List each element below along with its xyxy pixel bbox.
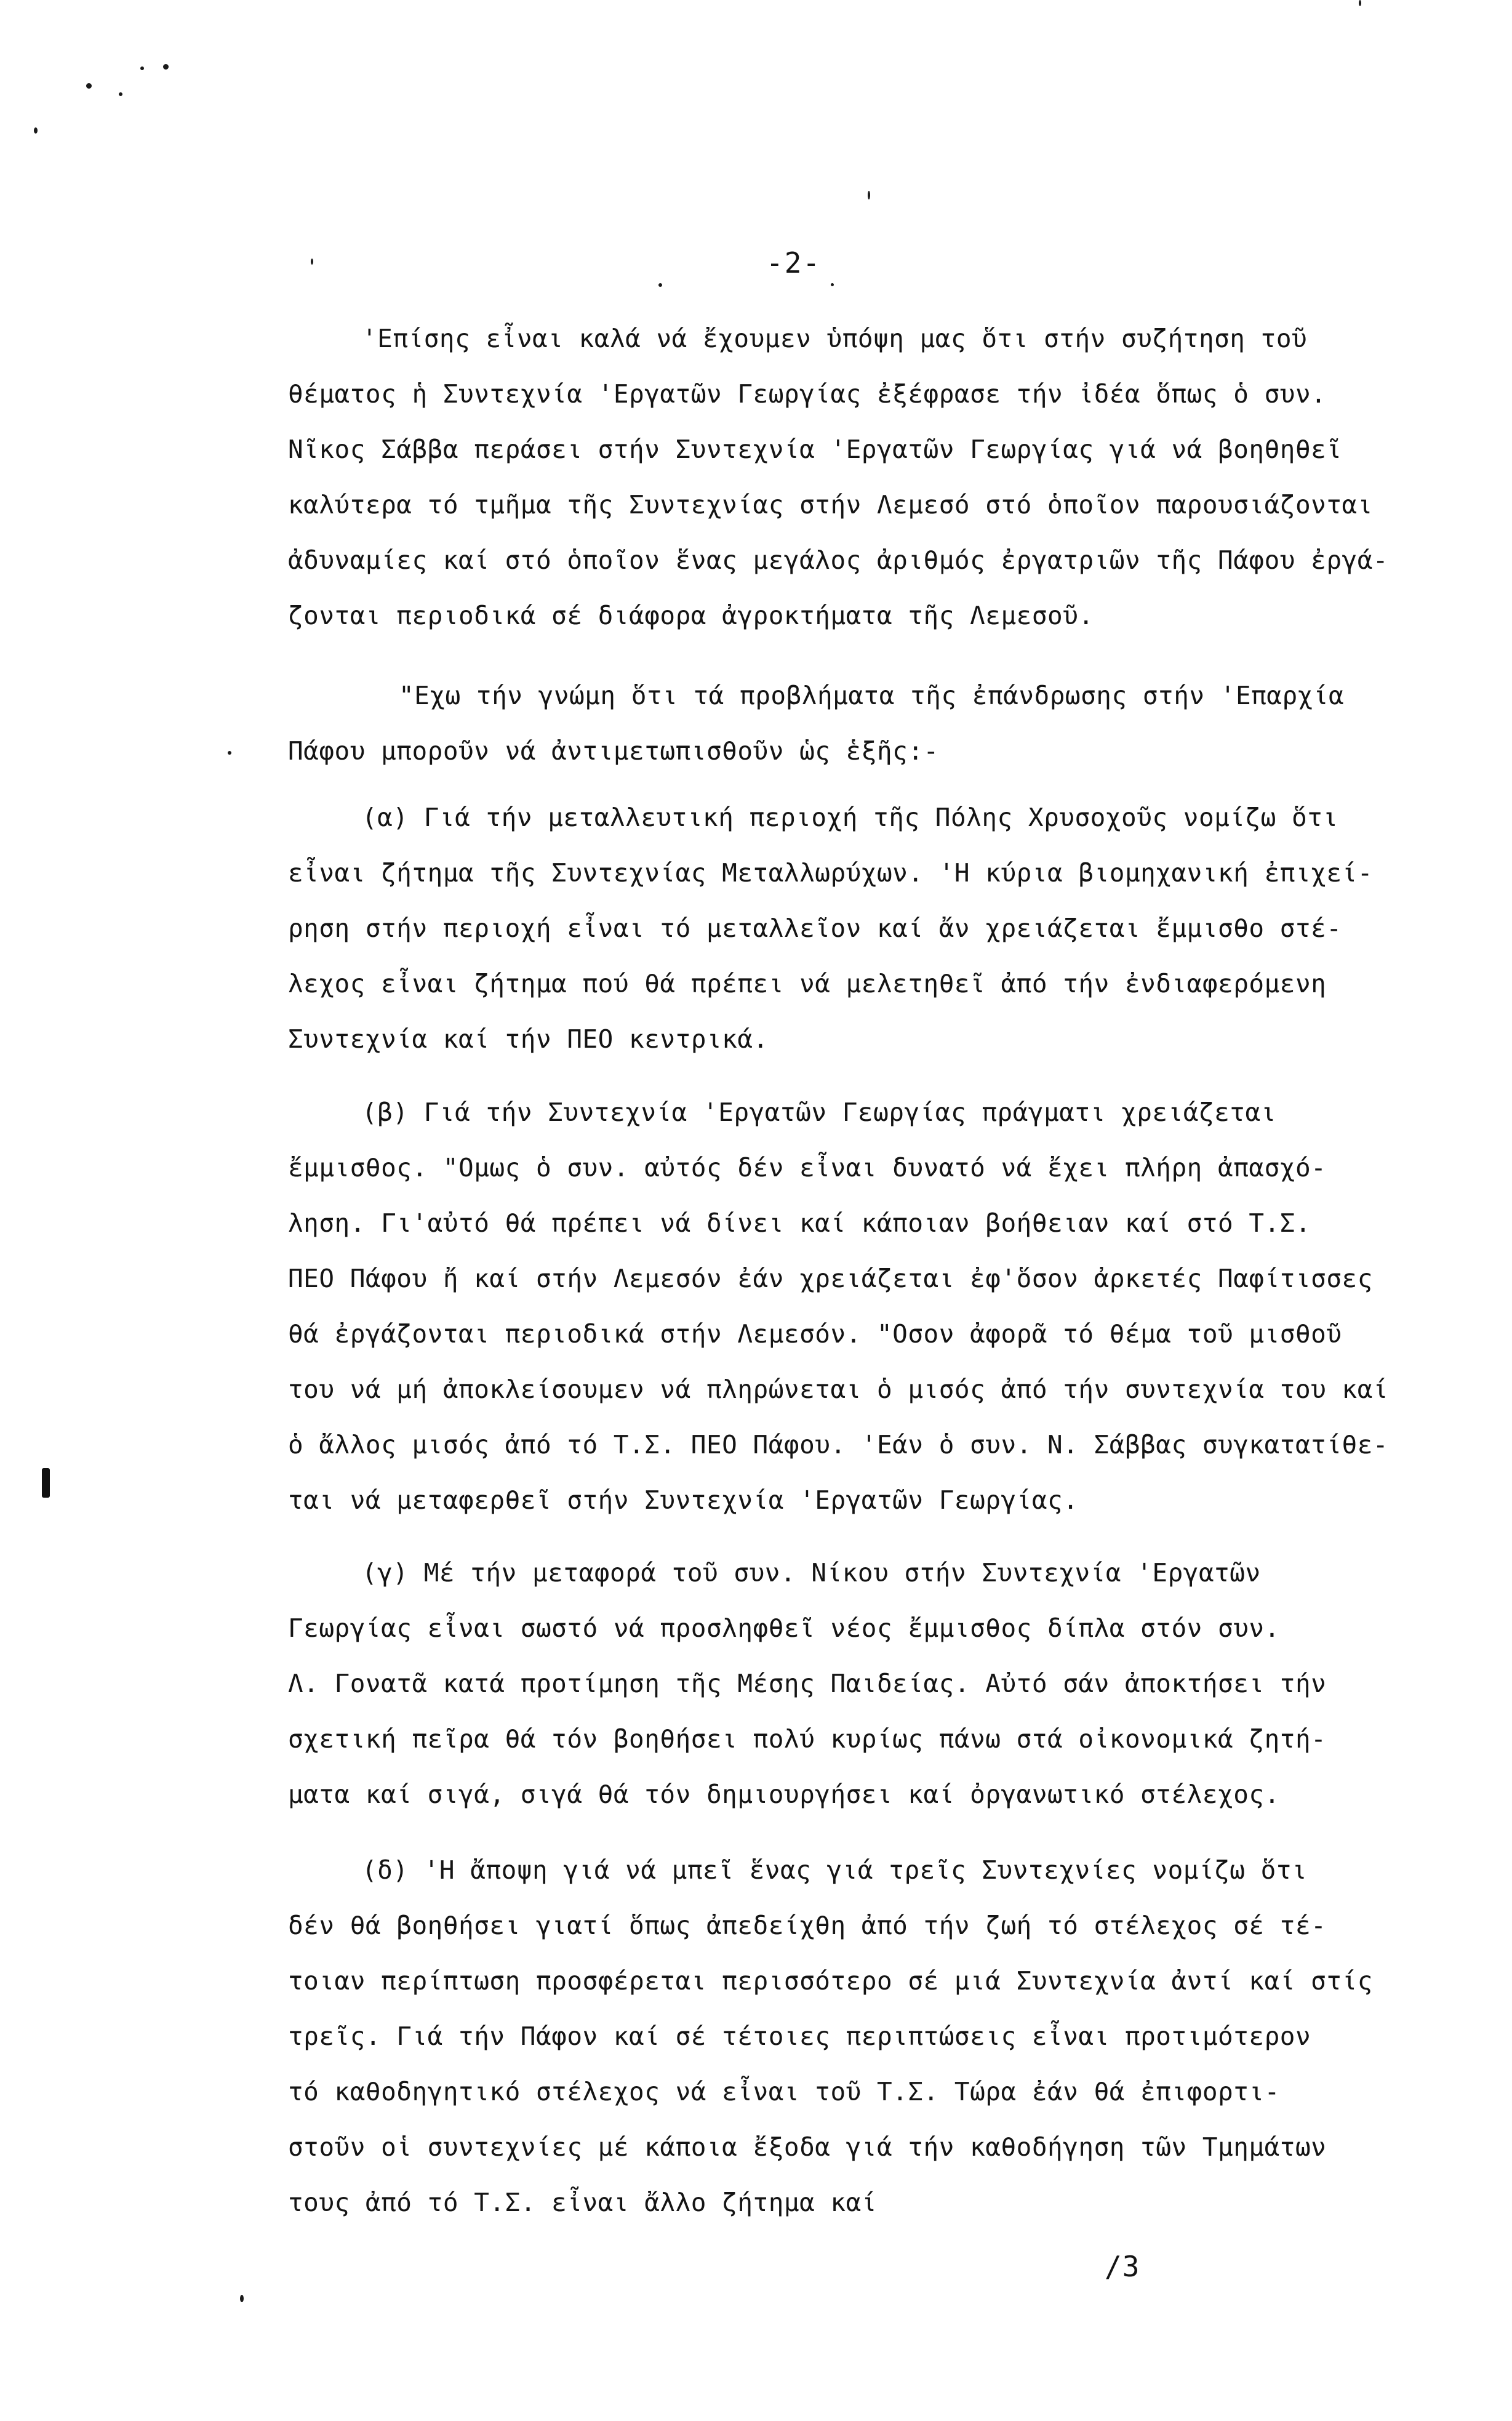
paragraph-1: [288, 311, 1396, 643]
text-line: Συντεχνία καί τήν ΠΕΟ κεντρικά.: [288, 1024, 769, 1054]
paragraph-b: [288, 1085, 1396, 1528]
text-line: θά ἐργάζονται περιοδικά στήν Λεμεσόν. "Οσον ἀφορᾶ τό θέμα τοῦ μισθοῦ: [288, 1319, 1342, 1349]
text-line: Πάφου μποροῦν νά ἀντιμετωπισθοῦν ὡς ἑξῆς:-: [288, 736, 939, 766]
text-line: (α) Γιά τήν μεταλλευτική περιοχή τῆς Πόλης Χρυσοχοῦς νομίζω ὅτι: [362, 803, 1338, 832]
text-line: λεχος εἶναι ζήτημα πού θά πρέπει νά μελετηθεῖ ἀπό τήν ἐνδιαφερόμενη: [288, 969, 1327, 998]
text-line: ΠΕΟ Πάφου ἤ καί στήν Λεμεσόν ἐάν χρειάζεται ἐφ'ὅσον ἀρκετές Παφίτισσες: [288, 1264, 1373, 1293]
scan-speck: [311, 259, 313, 265]
text-line: τρεῖς. Γιά τήν Πάφον καί σέ τέτοιες περιπτώσεις εἶναι προτιμότερον: [288, 2022, 1311, 2051]
text-line: ἔμμισθος. "Ομως ὁ συν. αὐτός δέν εἶναι δυνατό νά ἔχει πλήρη ἀπασχό-: [288, 1153, 1327, 1182]
text-line: θέματος ἡ Συντεχνία 'Εργατῶν Γεωργίας ἐξέφρασε τήν ἰδέα ὅπως ὁ συν.: [288, 379, 1327, 409]
text-line: ρηση στήν περιοχή εἶναι τό μεταλλεῖον καί ἄν χρειάζεται ἔμμισθο στέ-: [288, 913, 1342, 943]
text-line: 'Επίσης εἶναι καλά νά ἔχουμεν ὑπόψη μας ὅτι στήν συζήτηση τοῦ: [362, 324, 1308, 353]
text-line: (β) Γιά τήν Συντεχνία 'Εργατῶν Γεωργίας πράγματι χρειάζεται: [362, 1098, 1276, 1127]
text-line: (δ) 'Η ἄποψη γιά νά μπεῖ ἕνας γιά τρεῖς Συντεχνίες νομίζω ὅτι: [362, 1855, 1308, 1885]
text-line: του νά μή ἀποκλείσουμεν νά πληρώνεται ὁ μισός ἀπό τήν συντεχνία του καί: [288, 1375, 1389, 1404]
scan-speck: [831, 283, 834, 286]
paragraph-c: [288, 1545, 1396, 1822]
text-line: ἀδυναμίες καί στό ὁποῖον ἕνας μεγάλος ἀριθμός ἐργατριῶν τῆς Πάφου ἐργά-: [288, 545, 1389, 575]
text-line: εἶναι ζήτημα τῆς Συντεχνίας Μεταλλωρύχων. 'Η κύρια βιομηχανική ἐπιχεί-: [288, 858, 1373, 888]
text-line: τό καθοδηγητικό στέλεχος νά εἶναι τοῦ Τ.Σ. Τώρα ἐάν θά ἐπιφορτι-: [288, 2077, 1280, 2106]
scan-speck: [240, 2295, 244, 2302]
paragraph-2: [288, 668, 1396, 779]
page-number: -2-: [766, 246, 822, 279]
text-line: Γεωργίας εἶναι σωστό νά προσληφθεῖ νέος ἔμμισθος δίπλα στόν συν.: [288, 1613, 1280, 1643]
text-line: Νῖκος Σάββα περάσει στήν Συντεχνία 'Εργατῶν Γεωργίας γιά νά βοηθηθεῖ: [288, 435, 1342, 464]
scan-speck: [228, 751, 231, 755]
paragraph-a: [288, 790, 1396, 1067]
paragraph-d: [288, 1842, 1396, 2230]
text-line: ὁ ἄλλος μισός ἀπό τό Τ.Σ. ΠΕΟ Πάφου. 'Εάν ὁ συν. Ν. Σάββας συγκατατίθε-: [288, 1430, 1389, 1459]
scan-speck: [140, 66, 144, 70]
text-line: ζονται περιοδικά σέ διάφορα ἀγροκτήματα τῆς Λεμεσοῦ.: [288, 601, 1094, 630]
scan-speck: [163, 64, 169, 70]
scan-edge-mark: [42, 1468, 50, 1498]
text-line: (γ) Μέ τήν μεταφορά τοῦ συν. Νίκου στήν Συντεχνία 'Εργατῶν: [362, 1558, 1261, 1588]
text-line: δέν θά βοηθήσει γιατί ὅπως ἀπεδείχθη ἀπό τήν ζωή τό στέλεχος σέ τέ-: [288, 1911, 1327, 1940]
text-line: ματα καί σιγά, σιγά θά τόν δημιουργήσει καί ὀργανωτικό στέλεχος.: [288, 1780, 1280, 1809]
scan-speck: [86, 83, 92, 89]
scan-speck: [34, 127, 38, 134]
scan-speck: [658, 283, 662, 287]
text-line: σχετική πεῖρα θά τόν βοηθήσει πολύ κυρίως πάνω στά οἰκονομικά ζητή-: [288, 1724, 1327, 1754]
text-line: "Εχω τήν γνώμη ὅτι τά προβλήματα τῆς ἐπάνδρωσης στήν 'Επαρχία: [399, 681, 1345, 710]
text-line: Λ. Γονατᾶ κατά προτίμηση τῆς Μέσης Παιδείας. Αὐτό σάν ἀποκτήσει τήν: [288, 1669, 1327, 1698]
scan-speck: [868, 191, 870, 199]
text-line: τους ἀπό τό Τ.Σ. εἶναι ἄλλο ζήτημα καί: [288, 2188, 877, 2217]
scan-speck: [119, 92, 122, 96]
continuation-marker: /3: [1105, 2250, 1140, 2283]
text-line: ληση. Γι'αὐτό θά πρέπει νά δίνει καί κάποιαν βοήθειαν καί στό Τ.Σ.: [288, 1208, 1311, 1238]
text-line: ται νά μεταφερθεῖ στήν Συντεχνία 'Εργατῶν Γεωργίας.: [288, 1485, 1079, 1515]
text-line: καλύτερα τό τμῆμα τῆς Συντεχνίας στήν Λεμεσό στό ὁποῖον παρουσιάζονται: [288, 490, 1373, 520]
scan-speck: [1359, 0, 1361, 6]
text-line: στοῦν οἱ συντεχνίες μέ κάποια ἔξοδα γιά τήν καθοδήγηση τῶν Τμημάτων: [288, 2132, 1327, 2162]
text-line: τοιαν περίπτωση προσφέρεται περισσότερο σέ μιά Συντεχνία ἀντί καί στίς: [288, 1966, 1373, 1996]
